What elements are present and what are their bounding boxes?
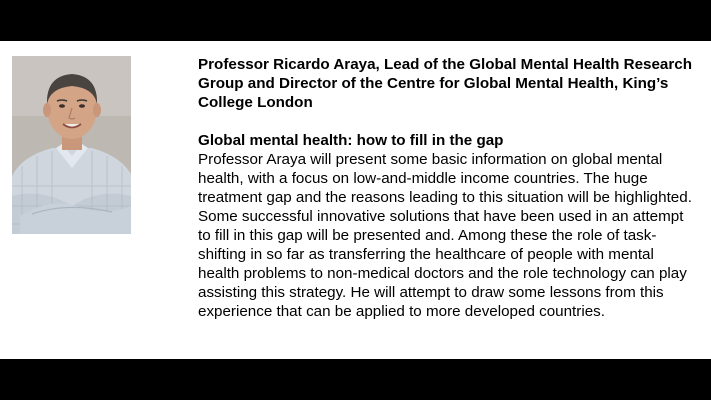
talk-abstract: Professor Araya will present some basic information on global mental health, with a focus on low-and-middle income countries. The huge treatment gap and the reasons leading to this situation will be highlighted. Some successful innovative solutions that have been used in an attempt to fill in this gap will be presented and. Among these the role of task-shifting in so far as transferring the healthcare of people with mental health problems to non-medical doctors and the role technology can play assisting this strategy. He will attempt to draw some lessons from this experience that can be applied to more developed countries.	[198, 151, 692, 320]
speaker-photo	[12, 56, 131, 234]
speaker-heading: Professor Ricardo Araya, Lead of the Global Mental Health Research Group and Director of the Centre for Global Mental Health, King’s College London	[198, 56, 693, 111]
text-block	[198, 55, 698, 321]
slide	[0, 41, 711, 359]
talk-title: Global mental health: how to fill in the gap	[198, 132, 504, 149]
